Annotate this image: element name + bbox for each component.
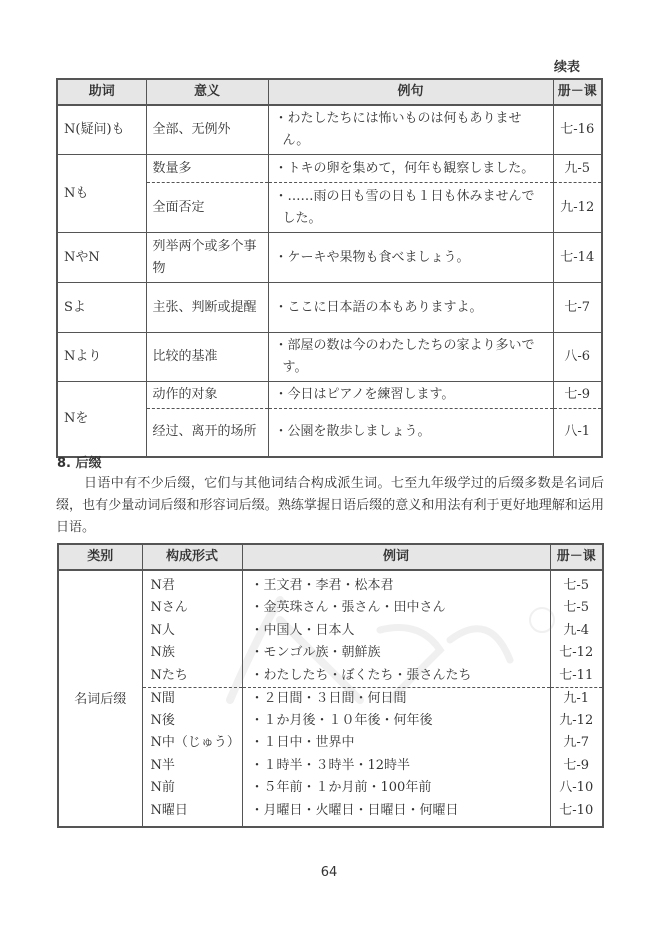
- examples-cell: ・中国人・日本人: [242, 620, 550, 643]
- form-cell: N君: [142, 570, 242, 597]
- lesson-cell: 八-6: [553, 333, 602, 382]
- meaning-cell: 全面否定: [146, 183, 268, 233]
- lesson-cell: 七-11: [550, 665, 603, 688]
- table-header-row: [58, 544, 603, 570]
- meaning-cell: 比较的基准: [146, 333, 268, 382]
- table-row: [57, 105, 602, 155]
- lesson-cell: 七-16: [553, 105, 602, 155]
- lesson-cell: 九-7: [550, 732, 603, 755]
- form-cell: N間: [142, 687, 242, 710]
- example-cell: ・今日はピアノを練習します。: [268, 382, 553, 409]
- header-lesson: 册－课: [550, 544, 603, 570]
- lesson-cell: 八-1: [553, 409, 602, 457]
- particle-cell: Nより: [57, 333, 146, 382]
- form-cell: N曜日: [142, 800, 242, 827]
- table-row: [58, 570, 603, 597]
- particle-cell: Sよ: [57, 283, 146, 333]
- example-cell: ・ケーキや果物も食べましょう。: [268, 233, 553, 283]
- example-cell: ・トキの卵を集めて，何年も観察しました。: [268, 155, 553, 183]
- lesson-cell: 七-7: [553, 283, 602, 333]
- lesson-cell: 七-5: [550, 597, 603, 620]
- lesson-cell: 七-9: [550, 755, 603, 778]
- examples-cell: ・１時半・３時半・12時半: [242, 755, 550, 778]
- table-row: [57, 283, 602, 333]
- header-particle: 助词: [57, 79, 146, 105]
- meaning-cell: 全部、无例外: [146, 105, 268, 155]
- example-cell: ・部屋の数は今のわたしたちの家より多いです。: [268, 333, 553, 382]
- table-row: [57, 155, 602, 183]
- header-category: 类别: [58, 544, 142, 570]
- lesson-cell: 七-5: [550, 570, 603, 597]
- example-cell: ・ここに日本語の本もありますよ。: [268, 283, 553, 333]
- continued-table-label: 续表: [554, 60, 581, 75]
- lesson-cell: 七-12: [550, 642, 603, 665]
- form-cell: N人: [142, 620, 242, 643]
- meaning-cell: 动作的对象: [146, 382, 268, 409]
- lesson-cell: 九-12: [550, 710, 603, 733]
- suffixes-table: [57, 543, 604, 828]
- examples-cell: ・１か月後・１０年後・何年後: [242, 710, 550, 733]
- examples-cell: ・王文君・李君・松本君: [242, 570, 550, 597]
- meaning-cell: 数量多: [146, 155, 268, 183]
- lesson-cell: 七-10: [550, 800, 603, 827]
- header-lesson: 册－课: [553, 79, 602, 105]
- table-row: [57, 382, 602, 409]
- example-cell: ・公園を散歩しましょう。: [268, 409, 553, 457]
- lesson-cell: 九-1: [550, 687, 603, 710]
- table-row: [57, 333, 602, 382]
- examples-cell: ・５年前・１か月前・100年前: [242, 777, 550, 800]
- lesson-cell: 九-4: [550, 620, 603, 643]
- meaning-cell: 主张、判断或提醒: [146, 283, 268, 333]
- meaning-cell: 列举两个或多个事物: [146, 233, 268, 283]
- header-example: 例句: [268, 79, 553, 105]
- lesson-cell: 九-5: [553, 155, 602, 183]
- header-meaning: 意义: [146, 79, 268, 105]
- form-cell: N前: [142, 777, 242, 800]
- examples-cell: ・金英珠さん・張さん・田中さん: [242, 597, 550, 620]
- examples-cell: ・モンゴル族・朝鮮族: [242, 642, 550, 665]
- header-examples: 例词: [242, 544, 550, 570]
- lesson-cell: 七-14: [553, 233, 602, 283]
- examples-cell: ・１日中・世界中: [242, 732, 550, 755]
- particle-cell: Nを: [57, 382, 146, 457]
- examples-cell: ・月曜日・火曜日・日曜日・何曜日: [242, 800, 550, 827]
- form-cell: Nたち: [142, 665, 242, 688]
- form-cell: N後: [142, 710, 242, 733]
- page-number: 64: [320, 865, 338, 880]
- table-header-row: [57, 79, 602, 105]
- particle-cell: NやN: [57, 233, 146, 283]
- example-cell: ・わたしたちには怖いものは何もありません。: [268, 105, 553, 155]
- section-heading: 8. 后缀: [57, 456, 102, 471]
- particles-table: [56, 78, 603, 458]
- meaning-cell: 经过、离开的场所: [146, 409, 268, 457]
- examples-cell: ・わたしたち・ぼくたち・張さんたち: [242, 665, 550, 688]
- form-cell: Nさん: [142, 597, 242, 620]
- lesson-cell: 七-9: [553, 382, 602, 409]
- category-cell: 名词后缀: [58, 570, 142, 827]
- lesson-cell: 九-12: [553, 183, 602, 233]
- section-paragraph: 日语中有不少后缀，它们与其他词结合构成派生词。七至九年级学过的后缀多数是名词后缀，也有少量动词后缀和形容词后缀。熟练掌握日语后缀的意义和用法有利于更好地理解和运用日语。: [56, 476, 604, 535]
- particle-cell: N(疑问)も: [57, 105, 146, 155]
- form-cell: N族: [142, 642, 242, 665]
- particle-cell: Nも: [57, 155, 146, 233]
- example-cell: ・……雨の日も雪の日も１日も休みませんでした。: [268, 183, 553, 233]
- lesson-cell: 八-10: [550, 777, 603, 800]
- form-cell: N半: [142, 755, 242, 778]
- examples-cell: ・２日間・３日間・何日間: [242, 687, 550, 710]
- header-form: 构成形式: [142, 544, 242, 570]
- table-row: [57, 233, 602, 283]
- form-cell: N中（じゅう）: [142, 732, 242, 755]
